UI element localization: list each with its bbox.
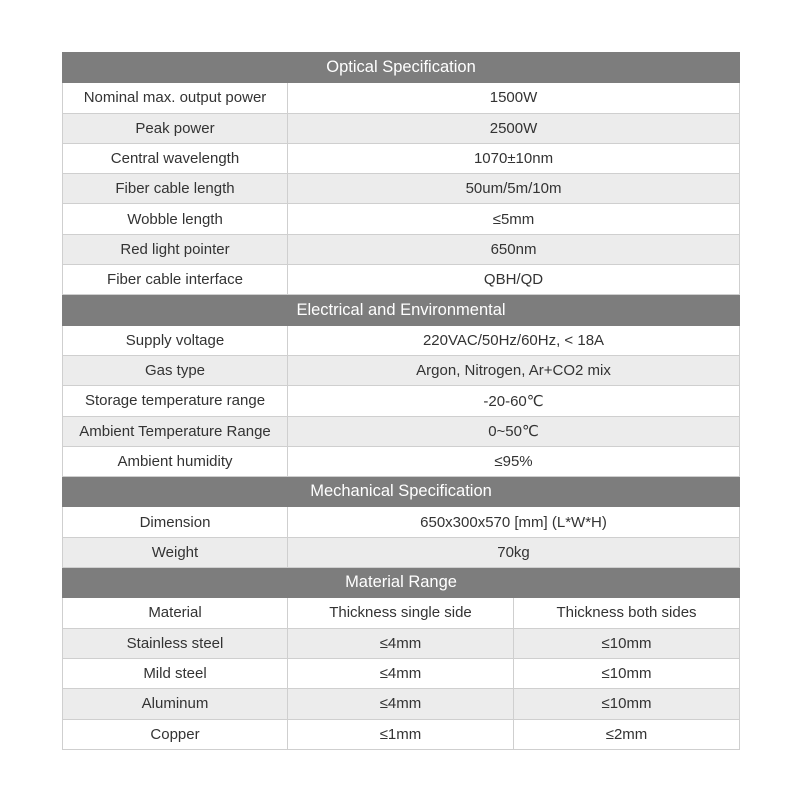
table-row bbox=[63, 628, 740, 658]
thickness-single: ≤1mm bbox=[288, 719, 514, 749]
spec-label: Fiber cable interface bbox=[63, 265, 288, 295]
section-title: Optical Specification bbox=[63, 53, 740, 83]
spec-value: 650x300x570 [mm] (L*W*H) bbox=[288, 507, 740, 537]
spec-value: 1500W bbox=[288, 83, 740, 113]
material-name: Aluminum bbox=[63, 689, 288, 719]
spec-label: Storage temperature range bbox=[63, 386, 288, 416]
section-header-electrical bbox=[63, 295, 740, 325]
section-header-optical bbox=[63, 53, 740, 83]
spec-value: 70kg bbox=[288, 537, 740, 567]
spec-label: Weight bbox=[63, 537, 288, 567]
spec-label: Nominal max. output power bbox=[63, 83, 288, 113]
spec-value: Argon, Nitrogen, Ar+CO2 mix bbox=[288, 355, 740, 385]
spec-value: 0~50℃ bbox=[288, 416, 740, 446]
column-header-both-sides: Thickness both sides bbox=[514, 598, 740, 628]
spec-label: Fiber cable length bbox=[63, 174, 288, 204]
column-header-row bbox=[63, 598, 740, 628]
spec-label: Supply voltage bbox=[63, 325, 288, 355]
thickness-both: ≤2mm bbox=[514, 719, 740, 749]
table-row bbox=[63, 265, 740, 295]
spec-value: ≤95% bbox=[288, 446, 740, 476]
table-row bbox=[63, 386, 740, 416]
spec-value: ≤5mm bbox=[288, 204, 740, 234]
thickness-single: ≤4mm bbox=[288, 689, 514, 719]
spec-value: 650nm bbox=[288, 234, 740, 264]
spec-value: QBH/QD bbox=[288, 265, 740, 295]
table-row bbox=[63, 446, 740, 476]
spec-label: Central wavelength bbox=[63, 143, 288, 173]
spec-label: Wobble length bbox=[63, 204, 288, 234]
table-row bbox=[63, 174, 740, 204]
table-row bbox=[63, 325, 740, 355]
thickness-both: ≤10mm bbox=[514, 658, 740, 688]
table-row bbox=[63, 689, 740, 719]
material-name: Copper bbox=[63, 719, 288, 749]
material-name: Stainless steel bbox=[63, 628, 288, 658]
table-row bbox=[63, 204, 740, 234]
thickness-both: ≤10mm bbox=[514, 628, 740, 658]
spec-value: 50um/5m/10m bbox=[288, 174, 740, 204]
spec-label: Peak power bbox=[63, 113, 288, 143]
spec-label: Red light pointer bbox=[63, 234, 288, 264]
material-name: Mild steel bbox=[63, 658, 288, 688]
table-row bbox=[63, 658, 740, 688]
table-row bbox=[63, 416, 740, 446]
spec-label: Dimension bbox=[63, 507, 288, 537]
section-title: Mechanical Specification bbox=[63, 477, 740, 507]
table-row bbox=[63, 507, 740, 537]
table-row bbox=[63, 719, 740, 749]
thickness-single: ≤4mm bbox=[288, 658, 514, 688]
specification-table bbox=[62, 52, 740, 750]
spec-label: Gas type bbox=[63, 355, 288, 385]
spec-label: Ambient Temperature Range bbox=[63, 416, 288, 446]
section-title: Material Range bbox=[63, 568, 740, 598]
column-header-material: Material bbox=[63, 598, 288, 628]
thickness-single: ≤4mm bbox=[288, 628, 514, 658]
spec-value: 1070±10nm bbox=[288, 143, 740, 173]
spec-value: 2500W bbox=[288, 113, 740, 143]
table-row bbox=[63, 83, 740, 113]
section-header-material bbox=[63, 568, 740, 598]
table-row bbox=[63, 234, 740, 264]
thickness-both: ≤10mm bbox=[514, 689, 740, 719]
spec-value: -20-60℃ bbox=[288, 386, 740, 416]
spec-label: Ambient humidity bbox=[63, 446, 288, 476]
column-header-single-side: Thickness single side bbox=[288, 598, 514, 628]
section-title: Electrical and Environmental bbox=[63, 295, 740, 325]
table-row bbox=[63, 537, 740, 567]
table-row bbox=[63, 355, 740, 385]
table-row bbox=[63, 143, 740, 173]
section-header-mechanical bbox=[63, 477, 740, 507]
table-row bbox=[63, 113, 740, 143]
spec-value: 220VAC/50Hz/60Hz, < 18A bbox=[288, 325, 740, 355]
